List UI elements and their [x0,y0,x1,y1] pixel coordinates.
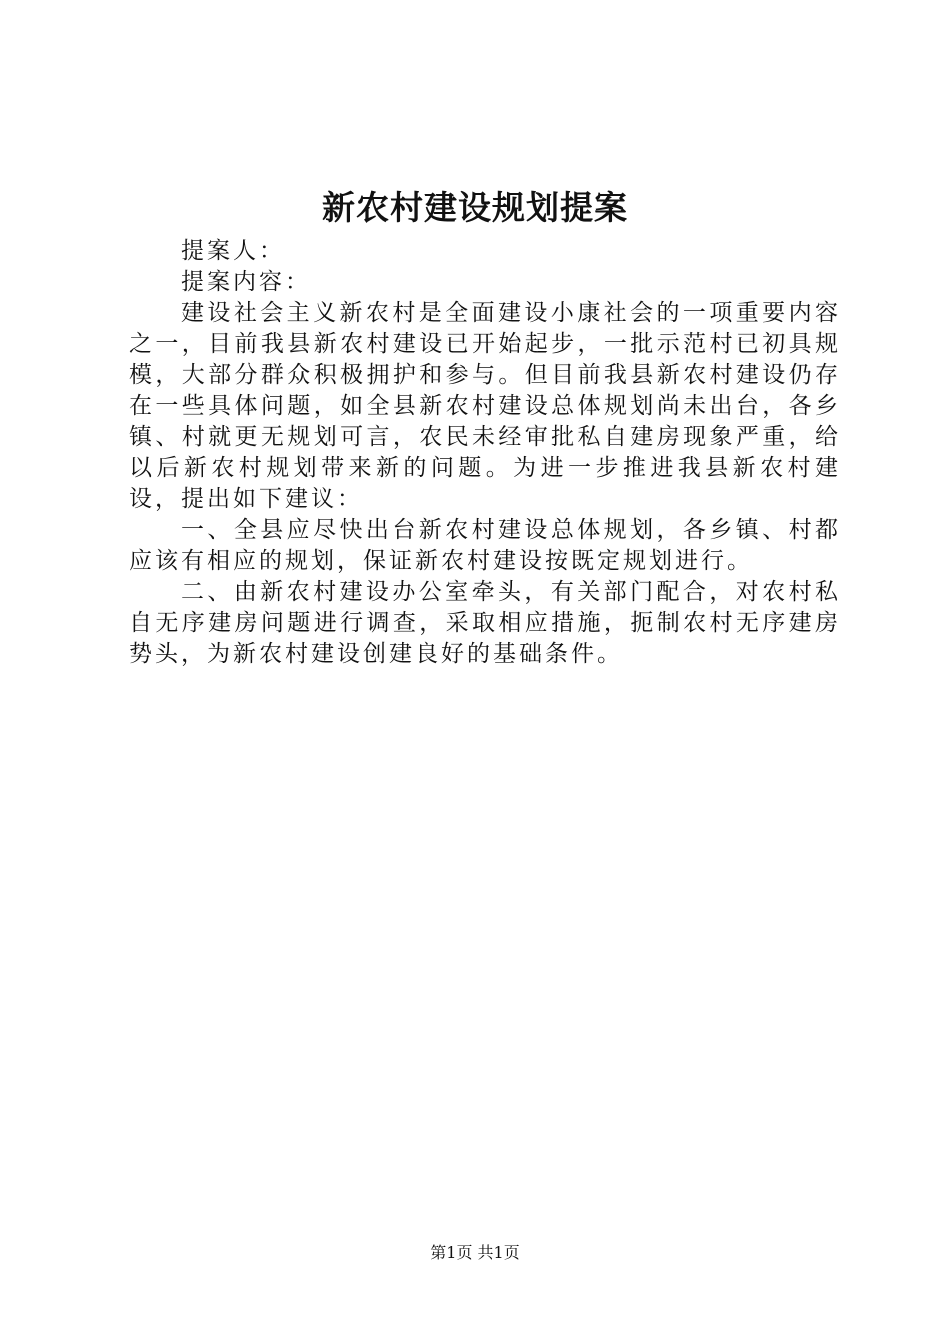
paragraph-suggestion-1: 一、全县应尽快出台新农村建设总体规划，各乡镇、村都应该有相应的规划，保证新农村建设按既定规划进行。 [129,517,841,574]
proposer-label: 提案人： [181,238,285,264]
document-title: 新农村建设规划提案 [322,188,628,227]
document-body [129,236,841,670]
content-label: 提案内容： [181,269,311,295]
paragraph-suggestion-2: 二、由新农村建设办公室牵头，有关部门配合，对农村私自无序建房问题进行调查，采取相应措施，扼制农村无序建房势头，为新农村建设创建良好的基础条件。 [129,579,841,667]
paragraph-intro: 建设社会主义新农村是全面建设小康社会的一项重要内容之一，目前我县新农村建设已开始起步，一批示范村已初具规模，大部分群众积极拥护和参与。但目前我县新农村建设仍存在一些具体问题，如全县新农村建设总体规划尚未出台，各乡镇、村就更无规划可言，农民未经审批私自建房现象严重，给以后新农村规划带来新的问题。为进一步推进我县新农村建设，提出如下建议： [129,300,841,512]
page-footer: 第1页 共1页 [430,1243,520,1262]
